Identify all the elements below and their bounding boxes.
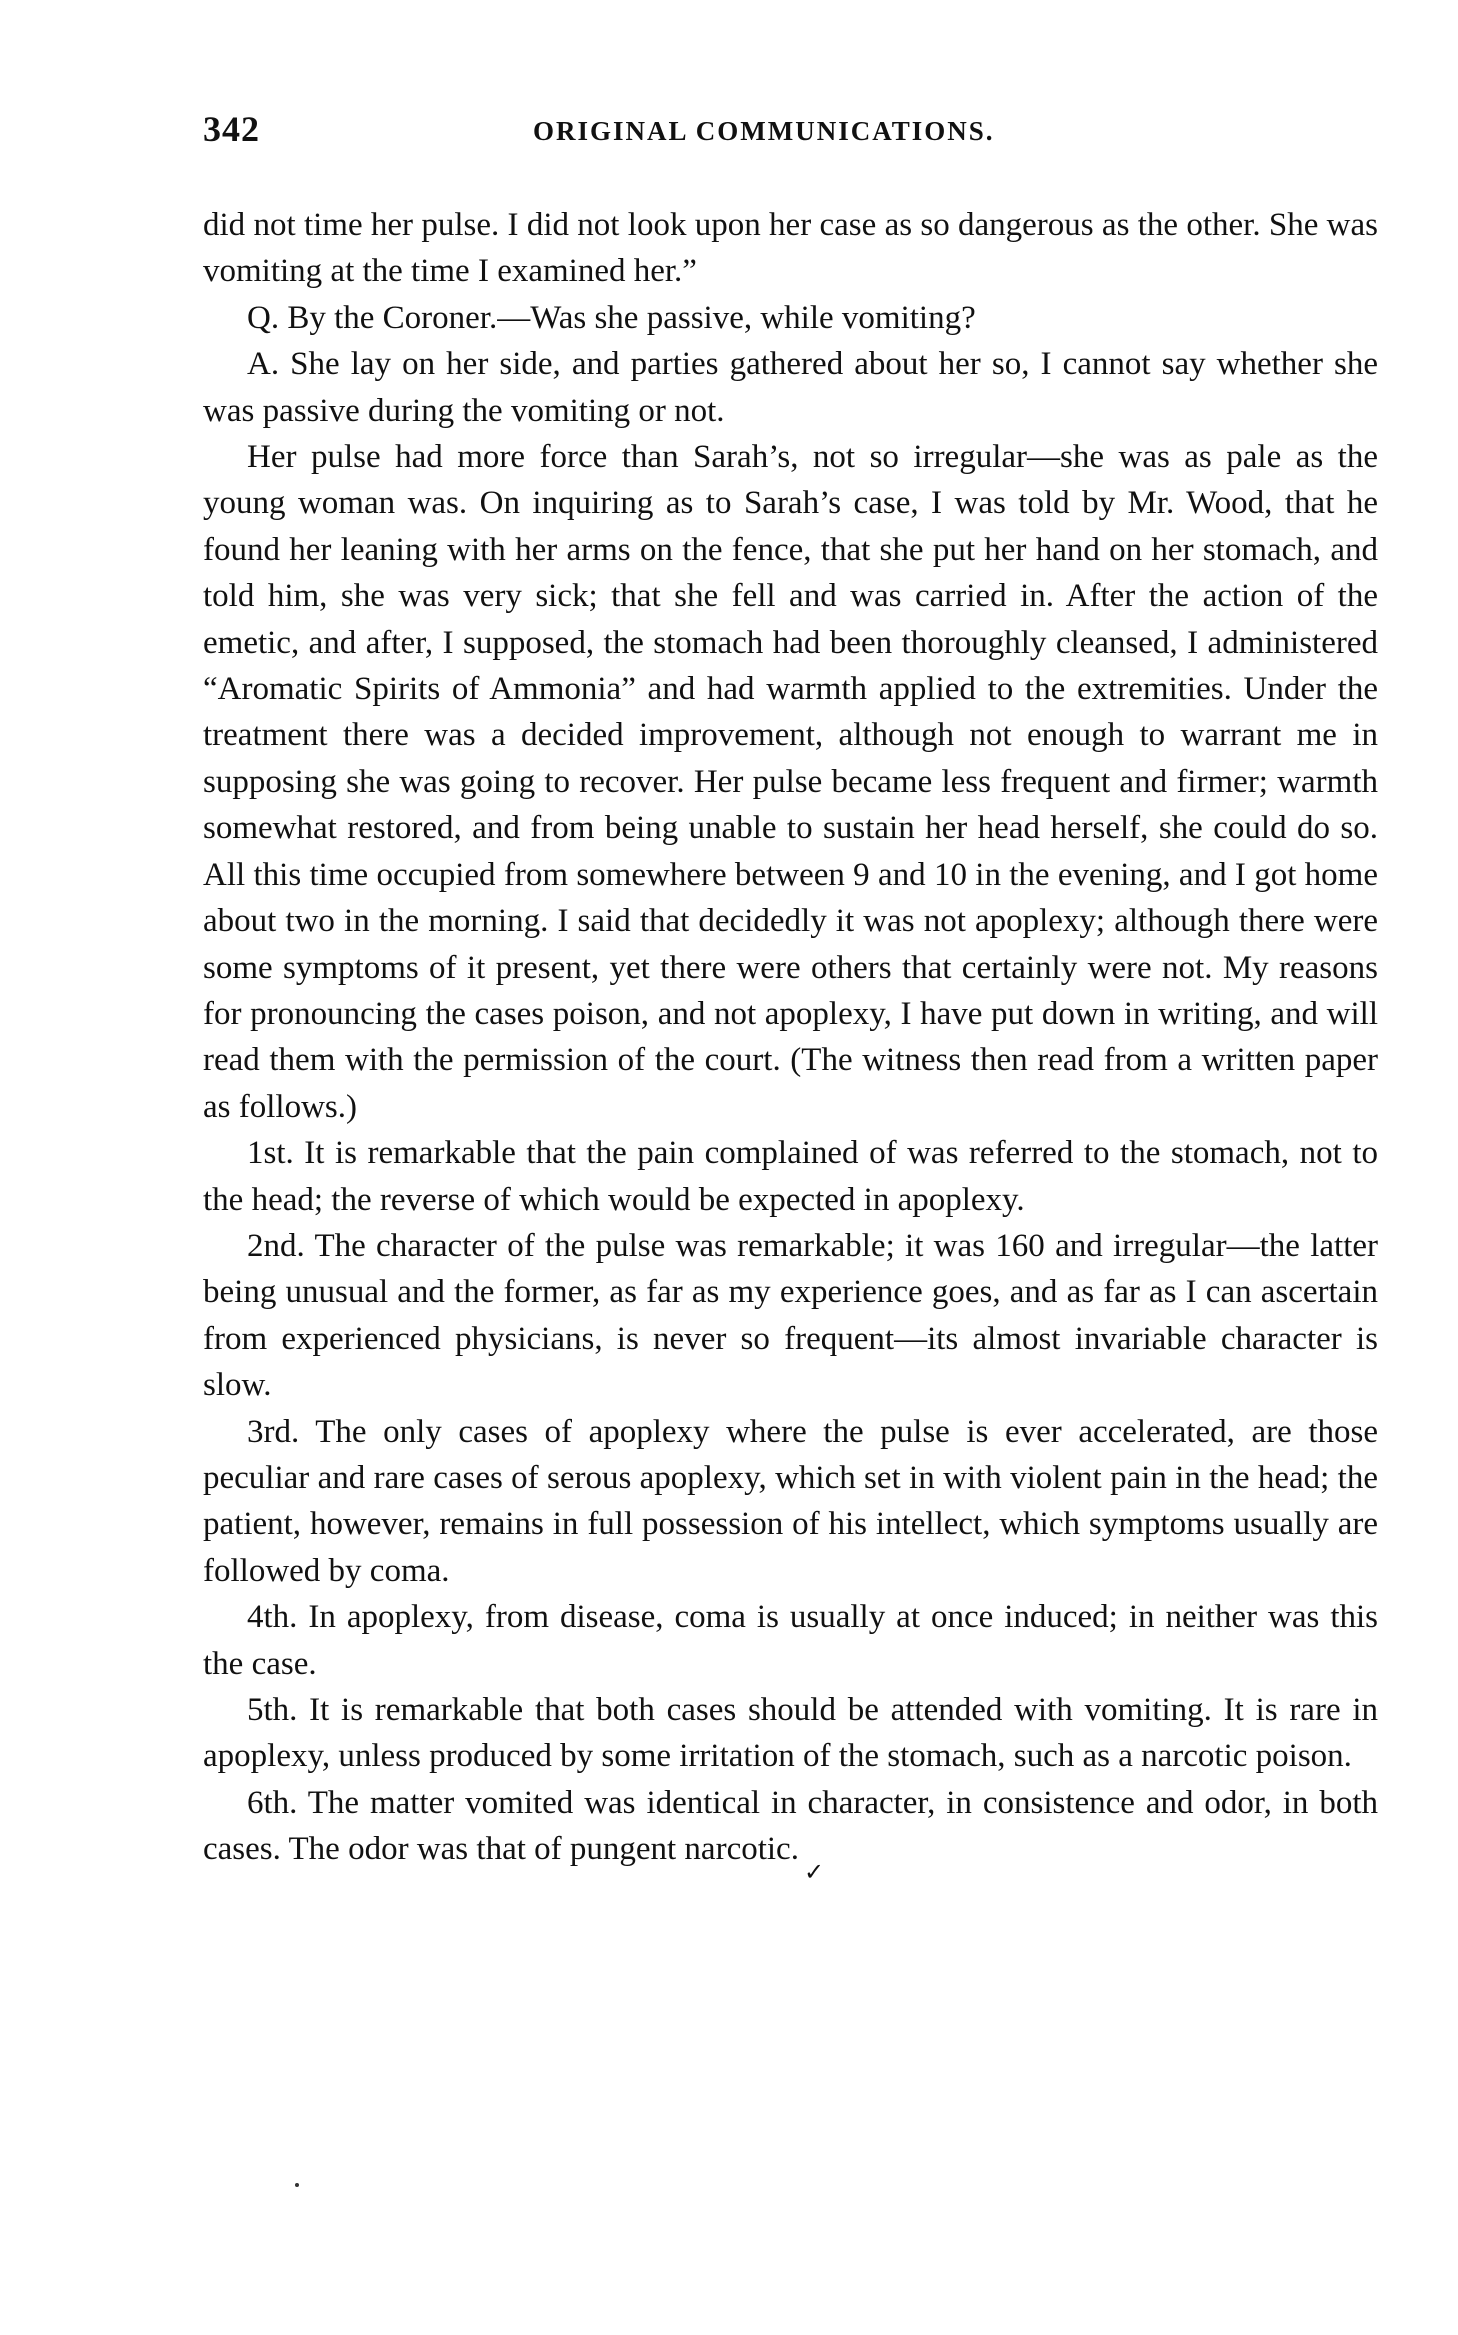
paragraph-reason-6: 6th. The matter vomited was identical in character, in consistence and odor, in both cases. The odor was that of pungent narcotic.: [203, 1784, 1378, 1868]
paragraph-question: Q. By the Coroner.—Was she passive, while vomiting?: [247, 299, 976, 336]
body-text: [203, 202, 1378, 1873]
paragraph-reason-4: 4th. In apoplexy, from disease, coma is usually at once induced; in neither was this the case.: [203, 1599, 1378, 1682]
paragraph-reason-3: 3rd. The only cases of apoplexy where the pulse is ever accelerated, are those peculiar and rare cases of serous apoplexy, which set in with violent pain in the head; the patient, however, remains in full possession of his intellect, which symptoms usually are followed by coma.: [203, 1413, 1378, 1589]
paragraph-continuation: did not time her pulse. I did not look upon her case as so dangerous as the other. She was vomiting at the time I examined her.”: [203, 207, 1378, 290]
paragraph-testimony: Her pulse had more force than Sarah’s, not so irregular—she was as pale as the young woman was. On inquiring as to Sarah’s case, I was told by Mr. Wood, that he found her leaning with her arms on the fence, that she put her hand on her stomach, and told him, she was very sick; that she fell and was carried in. After the action of the emetic, and after, I supposed, the stomach had been thoroughly cleansed, I administered “Aromatic Spirits of Ammonia” and had warmth applied to the extremities. Under the treatment there was a decided improvement, although not enough to warrant me in supposing she was going to recover. Her pulse became less frequent and firmer; warmth somewhat restored, and from being unable to sustain her head herself, she could do so. All this time occupied from somewhere between 9 and 10 in the evening, and I got home about two in the morning. I said that decidedly it was not apoplexy; although there were some symptoms of it present, yet there were others that certainly were not. My reasons for pronouncing the cases poison, and not apoplexy, I have put down in writing, and will read them with the permission of the court. (The witness then read from a written paper as follows.): [203, 439, 1378, 1125]
paragraph-reason-2: 2nd. The character of the pulse was remarkable; it was 160 and irregular—the latter being unusual and the former, as far as my experience goes, and as far as I can ascertain from experienced physicians, is never so frequent—its almost invariable character is slow.: [203, 1227, 1378, 1404]
paragraph-answer: A. She lay on her side, and parties gathered about her so, I cannot say whether she was passive during the vomiting or not.: [203, 346, 1378, 429]
book-page: [203, 108, 1378, 1873]
paragraph-reason-1: 1st. It is remarkable that the pain complained of was referred to the stomach, not to the head; the reverse of which would be expected in apoplexy.: [203, 1135, 1378, 1218]
stray-dot-mark: [295, 2183, 299, 2187]
running-head: ORIGINAL COMMUNICATIONS.: [533, 116, 995, 146]
paragraph-reason-5: 5th. It is remarkable that both cases should be attended with vomiting. It is rare in apoplexy, unless produced by some irritation of the stomach, such as a narcotic poison.: [203, 1692, 1378, 1775]
page-header: [203, 108, 1378, 168]
page-number: 342: [203, 109, 260, 149]
stray-print-mark: ✓: [804, 1860, 825, 1886]
